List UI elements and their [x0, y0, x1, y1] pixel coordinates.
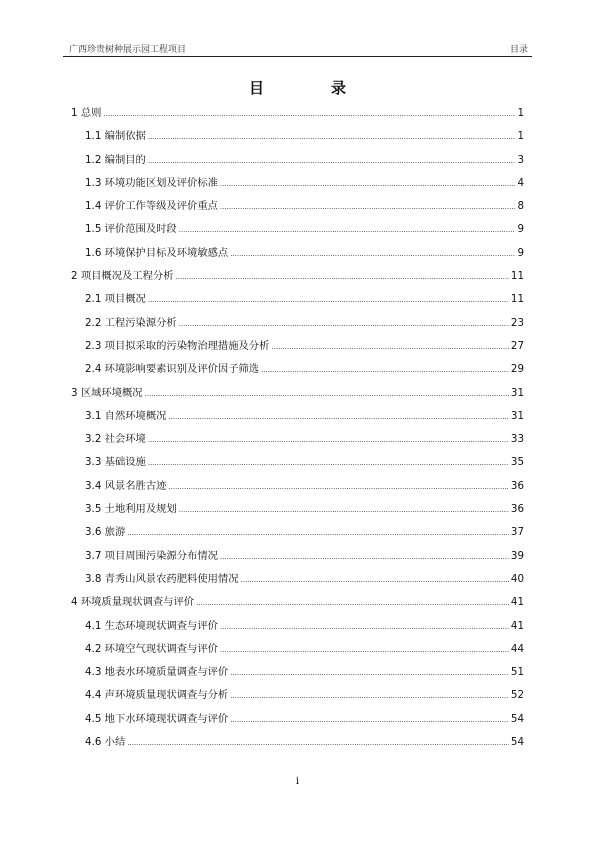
- toc-entry-label: 4.4 声环境质量现状调查与分析: [85, 689, 229, 702]
- toc-entry-label: 4.3 地表水环境质量调查与评价: [85, 666, 229, 679]
- toc-dot-leader: [271, 335, 508, 359]
- toc-entry-page: 54: [510, 712, 524, 725]
- toc-section-entry[interactable]: [71, 405, 524, 428]
- toc-entry-page: 29: [510, 363, 524, 376]
- toc-section-entry[interactable]: [71, 312, 524, 335]
- toc-section-entry[interactable]: [71, 288, 524, 311]
- page-header: [63, 40, 532, 57]
- toc-dot-leader: [196, 591, 509, 615]
- toc-entry-page: 35: [510, 456, 524, 469]
- toc-entry-label: 2 项目概况及工程分析: [71, 270, 174, 283]
- toc-entry-page: 23: [510, 316, 524, 329]
- toc-entry-page: 40: [510, 572, 524, 585]
- toc-entry-page: 9: [517, 223, 524, 236]
- toc-entry-page: 37: [510, 526, 524, 539]
- toc-entry-label: 1.1 编制依据: [85, 130, 146, 143]
- toc-section-entry[interactable]: [71, 149, 524, 172]
- toc-dot-leader: [145, 382, 509, 406]
- toc-dot-leader: [148, 451, 509, 475]
- toc-entry-page: 9: [517, 246, 524, 259]
- toc-entry-page: 39: [510, 549, 524, 562]
- toc-entry-label: 3.4 风景名胜古迹: [85, 479, 167, 492]
- toc-dot-leader: [179, 312, 509, 336]
- toc-entry-label: 4.6 小结: [85, 736, 126, 749]
- toc-section-entry[interactable]: [71, 475, 524, 498]
- toc-entry-label: 2.2 工程污染源分析: [85, 316, 177, 329]
- toc-dot-leader: [148, 288, 509, 312]
- toc-dot-leader: [148, 125, 516, 149]
- toc-entry-label: 4.2 环境空气现状调查与评价: [85, 642, 218, 655]
- toc-dot-leader: [220, 172, 516, 196]
- toc-entry-label: 1.5 评价范围及时段: [85, 223, 177, 236]
- toc-dot-leader: [148, 149, 516, 173]
- toc-section-entry[interactable]: [71, 545, 524, 568]
- toc-entry-label: 2.3 项目拟采取的污染物治理措施及分析: [85, 339, 270, 352]
- toc-section-entry[interactable]: [71, 684, 524, 707]
- toc-dot-leader: [220, 195, 516, 219]
- toc-section-entry[interactable]: [71, 358, 524, 381]
- toc-entry-label: 3.7 项目周围污染源分布情况: [85, 549, 218, 562]
- toc-entry-page: 4: [517, 176, 524, 189]
- toc-chapter-entry[interactable]: [71, 591, 524, 614]
- toc-dot-leader: [103, 102, 515, 126]
- toc-dot-leader: [230, 242, 515, 266]
- toc-section-entry[interactable]: [71, 521, 524, 544]
- toc-section-entry[interactable]: [71, 708, 524, 731]
- toc-entry-label: 4.5 地下水环境现状调查与评价: [85, 712, 229, 725]
- toc-entry-label: 3 区域环境概况: [71, 386, 143, 399]
- toc-entry-label: 3.3 基础设施: [85, 456, 146, 469]
- toc-dot-leader: [220, 545, 509, 569]
- toc-entry-label: 3.5 土地利用及规划: [85, 503, 177, 516]
- toc-section-entry[interactable]: [71, 195, 524, 218]
- toc-entry-page: 8: [517, 200, 524, 213]
- toc-dot-leader: [148, 428, 509, 452]
- toc-entry-page: 3: [517, 153, 524, 166]
- toc-entry-page: 41: [510, 619, 524, 632]
- toc-dot-leader: [168, 405, 508, 429]
- toc-entry-label: 1.4 评价工作等级及评价重点: [85, 200, 218, 213]
- toc-entry-label: 1.6 环境保护目标及环境敏感点: [85, 246, 229, 259]
- toc-entry-page: 44: [510, 642, 524, 655]
- toc-entry-page: 31: [510, 386, 524, 399]
- toc-section-entry[interactable]: [71, 428, 524, 451]
- toc-entry-label: 3.6 旅游: [85, 526, 126, 539]
- toc-dot-leader: [230, 708, 509, 732]
- toc-entry-page: 36: [510, 503, 524, 516]
- toc-dot-leader: [168, 475, 508, 499]
- toc-section-entry[interactable]: [71, 172, 524, 195]
- toc-section-entry[interactable]: [71, 498, 524, 521]
- toc-entry-label: 1.3 环境功能区划及评价标准: [85, 176, 218, 189]
- toc-section-entry[interactable]: [71, 451, 524, 474]
- toc-chapter-entry[interactable]: [71, 102, 524, 125]
- toc-entry-page: 52: [510, 689, 524, 702]
- toc-section-entry[interactable]: [71, 335, 524, 358]
- toc-dot-leader: [179, 218, 516, 242]
- toc-entry-label: 2.1 项目概况: [85, 293, 146, 306]
- toc-dot-leader: [261, 358, 509, 382]
- toc-entry-page: 27: [510, 339, 524, 352]
- toc-entry-page: 41: [510, 596, 524, 609]
- toc-dot-leader: [220, 615, 509, 639]
- toc-entry-label: 4.1 生态环境现状调查与评价: [85, 619, 218, 632]
- toc-entry-page: 33: [510, 433, 524, 446]
- toc-entry-page: 1: [517, 107, 524, 119]
- toc-entry-label: 4 环境质量现状调查与评价: [71, 596, 195, 609]
- toc-dot-leader: [220, 638, 509, 662]
- toc-chapter-entry[interactable]: [71, 382, 524, 405]
- toc-section-entry[interactable]: [71, 638, 524, 661]
- header-project-title: 广西珍贵树种展示园工程项目: [69, 45, 187, 55]
- toc-entry-label: 3.1 自然环境概况: [85, 409, 167, 422]
- toc-entry-page: 31: [510, 409, 524, 422]
- toc-dot-leader: [176, 265, 509, 289]
- toc-entry-label: 1.2 编制目的: [85, 153, 146, 166]
- toc-entry-page: 11: [510, 270, 524, 283]
- toc-section-entry[interactable]: [71, 125, 524, 148]
- toc-dot-leader: [230, 684, 509, 708]
- header-section-title: 目录: [509, 45, 528, 55]
- toc-entry-label: 3.8 青秀山风景农药肥料使用情况: [85, 572, 239, 585]
- toc-section-entry[interactable]: [71, 218, 524, 241]
- toc-section-entry[interactable]: [71, 242, 524, 265]
- toc-dot-leader: [127, 521, 509, 545]
- toc-section-entry[interactable]: [71, 731, 524, 754]
- toc-entry-label: 3.2 社会环境: [85, 433, 146, 446]
- toc-dot-leader: [241, 568, 509, 592]
- toc-section-entry[interactable]: [71, 568, 524, 591]
- toc-dot-leader: [230, 661, 509, 685]
- toc-entry-label: 2.4 环境影响要素识别及评价因子筛选: [85, 363, 260, 376]
- toc-section-entry[interactable]: [71, 615, 524, 638]
- toc-entry-page: 11: [510, 293, 524, 306]
- toc-dot-leader: [127, 731, 509, 755]
- toc-section-entry[interactable]: [71, 661, 524, 684]
- toc-entry-page: 54: [510, 736, 524, 749]
- toc-entry-page: 36: [510, 479, 524, 492]
- toc-entry-page: 51: [510, 666, 524, 679]
- toc-dot-leader: [179, 498, 509, 522]
- table-of-contents: [71, 102, 524, 754]
- toc-chapter-entry[interactable]: [71, 265, 524, 288]
- toc-entry-label: 1 总则: [71, 107, 102, 119]
- toc-title: 目 录: [248, 79, 372, 97]
- page-number: i: [295, 776, 300, 787]
- toc-entry-page: 1: [517, 130, 524, 143]
